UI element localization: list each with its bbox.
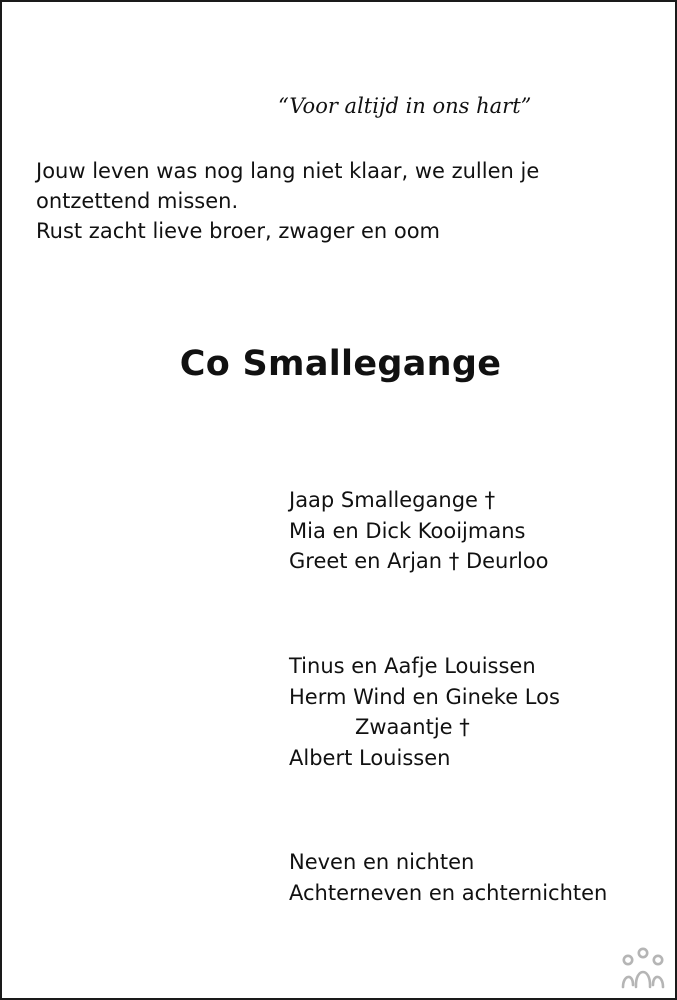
intro-line: Rust zacht lieve broer, zwager en oom: [36, 219, 441, 243]
family-group-3: [289, 847, 607, 908]
people-group-icon: [619, 945, 667, 991]
deceased-name: Co Smallegange: [179, 344, 502, 384]
intro-line: ontzettend missen.: [36, 189, 239, 213]
family-line: Zwaantje †: [355, 715, 470, 739]
family-line: Jaap Smallegange †: [289, 488, 496, 512]
family-line: Neven en nichten: [289, 850, 475, 874]
quote: “Voor altijd in ons hart”: [278, 94, 532, 118]
intro-text: [36, 156, 596, 246]
family-group-1: [289, 485, 549, 577]
family-group-2: [289, 651, 560, 773]
intro-line: Jouw leven was nog lang niet klaar, we zullen je: [36, 159, 540, 183]
family-line: Albert Louissen: [289, 745, 451, 770]
family-line: Tinus en Aafje Louissen: [289, 654, 536, 678]
family-line: Mia en Dick Kooijmans: [289, 518, 526, 543]
family-line: Achterneven en achternichten: [289, 880, 608, 905]
family-line: Herm Wind en Gineke Los: [289, 684, 560, 709]
family-line: Greet en Arjan † Deurloo: [289, 549, 549, 573]
